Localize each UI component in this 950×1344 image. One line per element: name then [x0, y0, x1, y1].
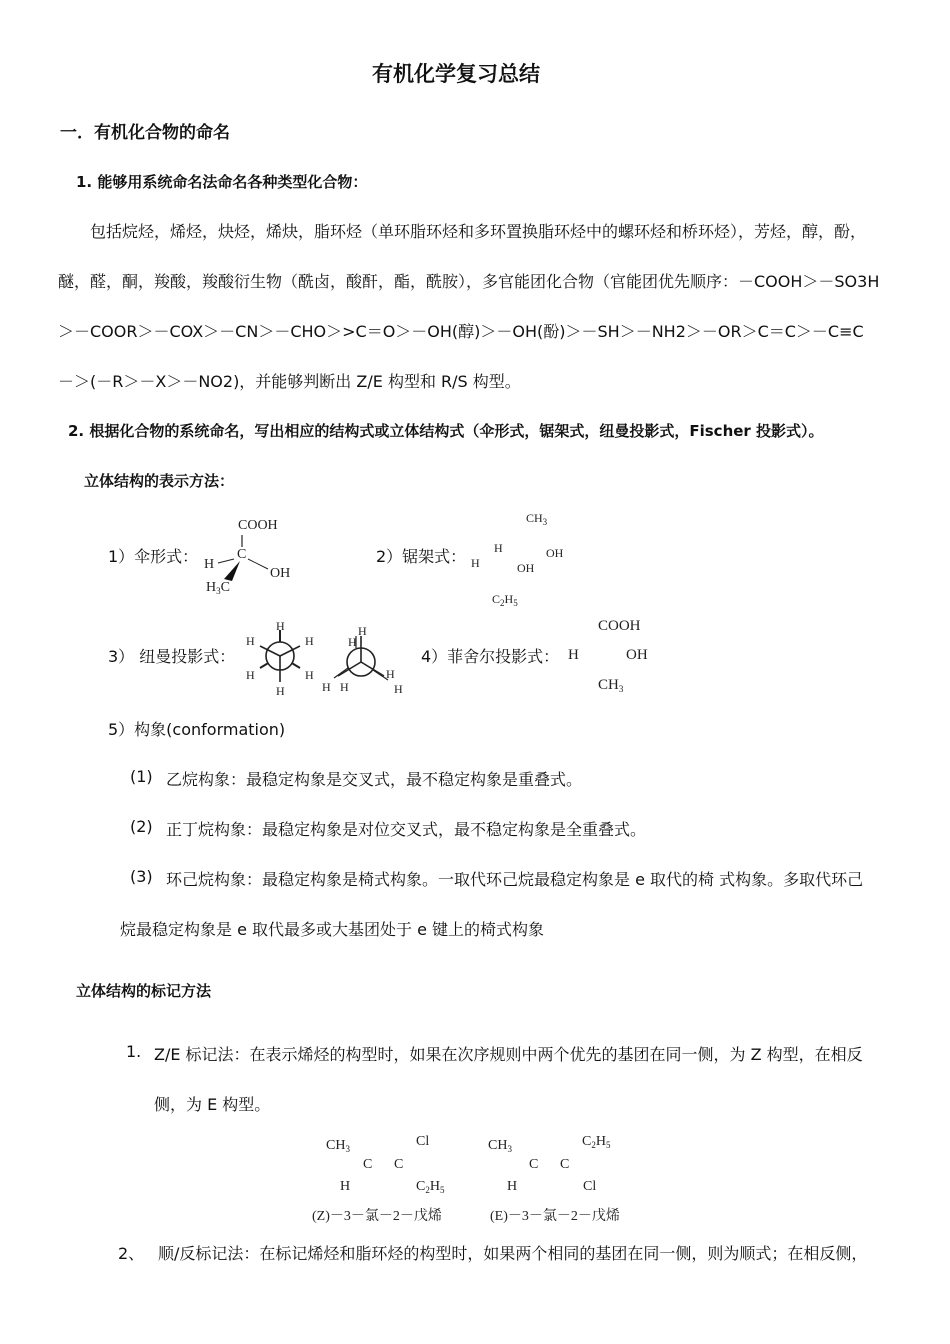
page-title: 有机化学复习总结	[372, 62, 540, 86]
item1-line-3: ＞－COOR＞－COX＞－CN＞－CHO＞>C＝O＞－OH(醇)＞－OH(酚)＞－SH＞－NH2＞－OR＞C＝C＞－C≡C	[58, 322, 864, 341]
conformation-2-number: (2)	[130, 817, 153, 836]
wedge-top-group: COOH	[238, 518, 278, 533]
e-top-right-group: $C_2H_5$	[582, 1134, 611, 1150]
fischer-left-group: H	[568, 647, 579, 663]
z-top-left-group: $CH_3$	[326, 1138, 350, 1154]
newman2-h-bottom-left-inner: H	[340, 680, 349, 694]
newman2-h-bottom-right: H	[394, 682, 403, 696]
e-isomer-caption: (E)－3－氯－2－戊烯	[490, 1209, 620, 1224]
z-bottom-left-group: H	[340, 1179, 351, 1194]
stereo-representation-heading: 立体结构的表示方法：	[84, 472, 235, 490]
wedge-right-group: OH	[270, 566, 291, 581]
wedge-center-carbon: C	[237, 547, 247, 562]
z-carbon-1: C	[363, 1157, 373, 1172]
item1-line-4: －＞(－R＞－X＞－NO2)，并能够判断出 Z/E 构型和 R/S 构型。	[58, 372, 521, 391]
newman2-h-bottom-left-outer: H	[322, 680, 331, 694]
newman1-h-bottom: H	[276, 684, 285, 698]
wedge-label: 1）伞形式：	[108, 547, 199, 566]
cistrans-item-number: 2、	[118, 1244, 145, 1263]
conformation-1-text: 乙烷构象：最稳定构象是交叉式，最不稳定构象是重叠式。	[166, 770, 583, 789]
wedge-bottom-group: $H_3C$	[206, 580, 230, 596]
z-isomer-caption: (Z)－3－氯－2－戊烯	[312, 1209, 442, 1224]
item1-line-1: 包括烷烃，烯烃，炔烃，烯炔，脂环烃（单环脂环烃和多环置换脂环烃中的螺环烃和桥环烃），芳烃，醇，酚，	[90, 222, 867, 241]
sawhorse-oh-right: OH	[546, 546, 564, 560]
sawhorse-label: 2）锯架式：	[376, 547, 467, 566]
wedge-left-group: H	[204, 557, 215, 572]
cistrans-line: 顺/反标记法：在标记烯烃和脂环烃的构型时，如果两个相同的基团在同一侧，则为顺式；在相反侧，	[158, 1244, 868, 1263]
conformation-2-text: 正丁烷构象：最稳定构象是对位交叉式，最不稳定构象是全重叠式。	[166, 820, 647, 839]
ze-item-number: 1.	[126, 1042, 142, 1061]
conformation-3-number: (3)	[130, 867, 153, 886]
conformation-1-number: (1)	[130, 767, 153, 786]
item2-heading: 2. 根据化合物的系统命名，写出相应的结构式或立体结构式（伞形式，锯架式，纽曼投影式，Fischer 投影式）。	[68, 422, 824, 440]
e-carbon-1: C	[529, 1157, 539, 1172]
sawhorse-h-lower: H	[471, 556, 480, 570]
conformation-3-text: 环己烷构象：最稳定构象是椅式构象。一取代环己烷最稳定构象是 e 取代的椅 式构象。多取代环己	[166, 870, 864, 889]
fischer-right-group: OH	[626, 647, 648, 663]
z-carbon-2: C	[394, 1157, 404, 1172]
sawhorse-top-group: $CH_3$	[526, 511, 548, 527]
conformation-3-continuation: 烷最稳定构象是 e 取代最多或大基团处于 e 键上的椅式构象	[120, 920, 545, 939]
newman1-h-lower-right: H	[305, 668, 314, 682]
item1-heading: 1. 能够用系统命名法命名各种类型化合物：	[76, 173, 368, 191]
newman2-h-top-left: H	[348, 635, 357, 649]
newman1-h-lower-left: H	[246, 668, 255, 682]
fischer-top-group: COOH	[598, 618, 641, 634]
z-bottom-right-group: $C_2H_5$	[416, 1179, 445, 1195]
item1-line-2: 醚，醛，酮，羧酸，羧酸衍生物（酰卤，酸酐，酯，酰胺），多官能团化合物（官能团优先顺序：－COOH＞－SO3H	[58, 272, 880, 291]
newman1-h-upper-left: H	[246, 634, 255, 648]
sawhorse-bottom-group: $C_2H_5$	[492, 592, 518, 608]
sawhorse-oh-middle: OH	[517, 561, 535, 575]
ze-line-2: 侧，为 E 构型。	[154, 1095, 271, 1114]
ze-line-1: Z/E 标记法：在表示烯烃的构型时，如果在次序规则中两个优先的基团在同一侧，为 Z 构型，在相反	[154, 1045, 863, 1064]
e-top-left-group: $CH_3$	[488, 1138, 512, 1154]
newman2-h-top-right: H	[358, 624, 367, 638]
sawhorse-h-upper: H	[494, 541, 503, 555]
newman1-h-top: H	[276, 619, 285, 633]
labeling-heading: 立体结构的标记方法	[76, 982, 212, 1000]
fischer-bottom-group: $CH_3$	[598, 677, 624, 694]
conformation-heading: 5）构象(conformation)	[108, 720, 286, 739]
newman1-h-upper-right: H	[305, 634, 314, 648]
e-carbon-2: C	[560, 1157, 570, 1172]
newman-label: 3） 纽曼投影式：	[108, 647, 236, 666]
newman2-h-right: H	[386, 667, 395, 681]
e-bottom-left-group: H	[507, 1179, 518, 1194]
z-top-right-group: Cl	[416, 1134, 430, 1149]
e-bottom-right-group: Cl	[583, 1179, 597, 1194]
section-heading-naming: 一．有机化合物的命名	[60, 123, 230, 143]
fischer-label: 4）菲舍尔投影式：	[421, 647, 560, 666]
